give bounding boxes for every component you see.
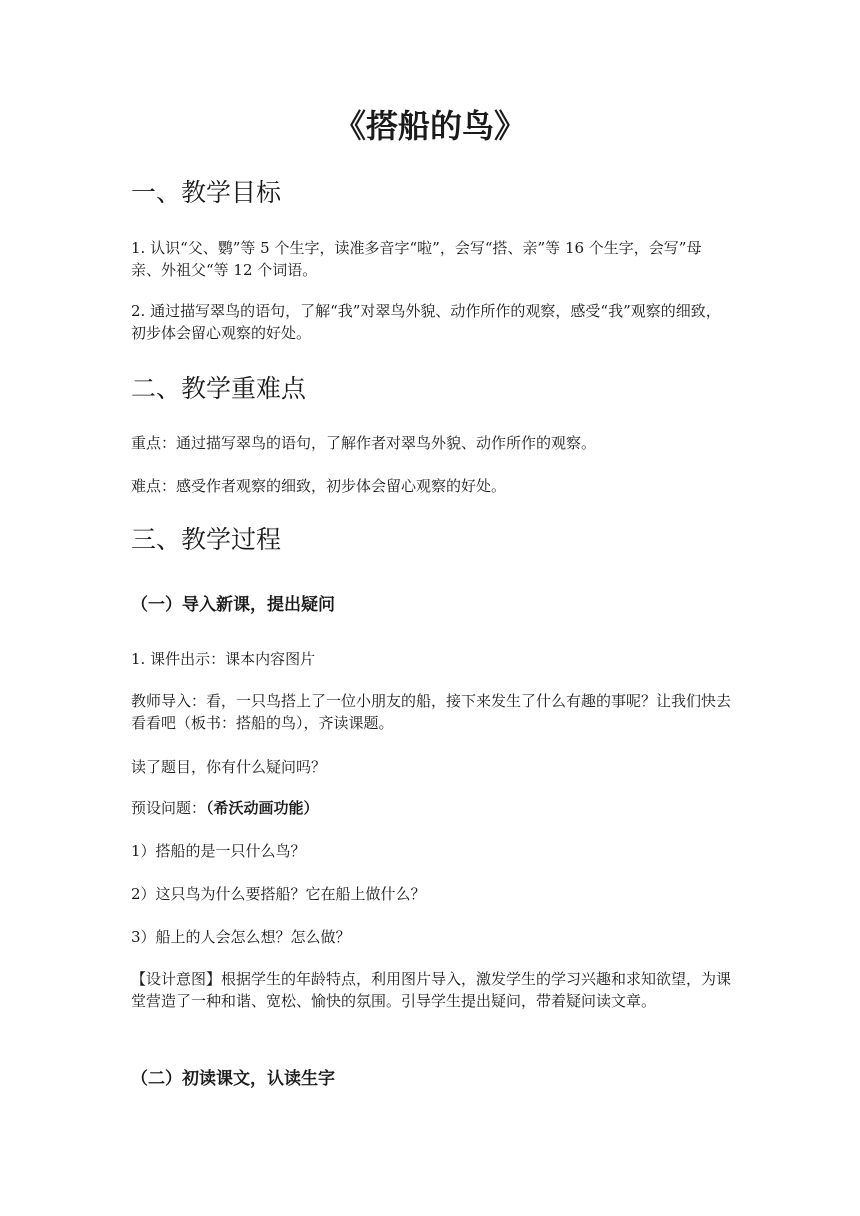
design-intent-paragraph: 【设计意图】根据学生的年龄特点，利用图片导入，激发学生的学习兴趣和求知欲望，为课堂营造了一种和谐、宽松、愉快的氛围。引导学生提出疑问，带着疑问读文章。: [131, 970, 732, 1010]
preset-question-2: 2）这只鸟为什么要搭船？它在船上做什么？: [131, 885, 426, 903]
section-heading-process: 三、教学过程: [131, 525, 282, 554]
section-heading-key-points: 二、教学重难点: [131, 374, 307, 403]
section-heading-objectives: 一、教学目标: [131, 178, 282, 207]
subsection-heading-first-reading: （二）初读课文，认读生字: [131, 1069, 335, 1089]
process-paragraph-question-prompt: 读了题目，你有什么疑问吗？: [131, 758, 327, 776]
process-paragraph-courseware: 1. 课件出示：课本内容图片: [131, 650, 316, 668]
process-paragraph-preset-questions: [131, 797, 731, 819]
difficulty-paragraph: 难点：感受作者观察的细致，初步体会留心观察的好处。: [131, 477, 507, 495]
preset-note: （希沃动画功能）: [206, 799, 319, 817]
objective-paragraph-1: 1. 认识“父、鹦”等 5 个生字，读准多音字“啦”，会写“搭、亲”等 16 个生字，会写”母亲、外祖父“等 12 个词语。: [131, 239, 702, 279]
preset-question-3: 3）船上的人会怎么想？怎么做？: [131, 928, 351, 946]
key-point-paragraph: 重点：通过描写翠鸟的语句，了解作者对翠鸟外貌、动作所作的观察。: [131, 434, 597, 452]
objective-paragraph-2: 2. 通过描写翠鸟的语句，了解“我”对翠鸟外貌、动作所作的观察，感受“我”观察的细致，初步体会留心观察的好处。: [131, 302, 721, 342]
subsection-heading-intro: （一）导入新课，提出疑问: [131, 595, 335, 615]
process-paragraph-teacher-intro: 教师导入：看，一只鸟搭上了一位小朋友的船，接下来发生了什么有趣的事呢？让我们快去看看吧（板书：搭船的鸟），齐读课题。: [131, 692, 732, 732]
preset-label: 预设问题：: [131, 799, 207, 817]
preset-question-1: 1）搭船的是一只什么鸟？: [131, 842, 306, 860]
document-title: 《搭船的鸟》: [333, 107, 526, 145]
